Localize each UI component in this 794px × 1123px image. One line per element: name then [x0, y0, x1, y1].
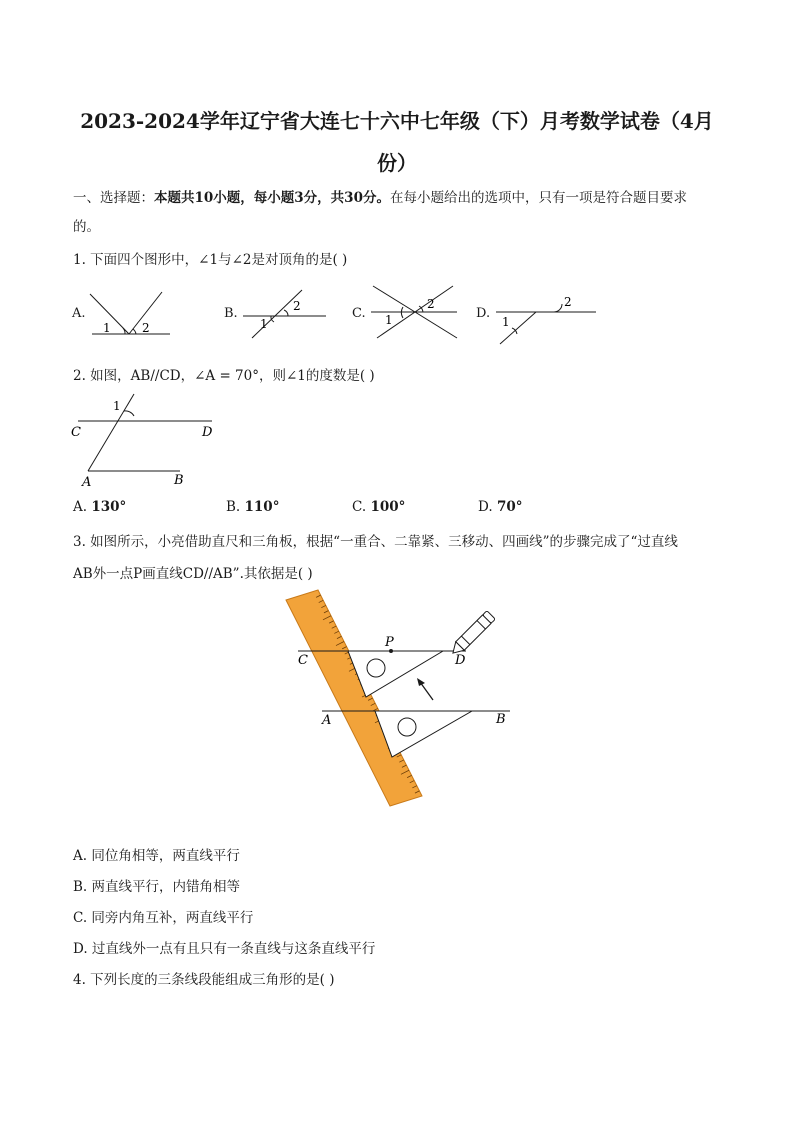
exam-title-line2: 份） — [377, 151, 417, 175]
q2-text: 2. 如图，AB//CD，∠A = 70°，则∠1的度数是( ) — [73, 368, 375, 384]
q2-option-c — [352, 499, 405, 515]
section-rest: 在每小题给出的选项中，只有一项是符合题目要求 — [389, 190, 687, 206]
q2-label-a: A — [82, 475, 92, 490]
q3-text-line1: 3. 如图所示，小亮借助直尺和三角板，根据“一重合、二靠紧、三移动、四画线”的步骤完成了“过直线 — [73, 534, 678, 550]
q1-option-d-label: D. — [476, 306, 491, 321]
q3-text-line2: AB外一点P画直线CD//AB”.其依据是( ) — [73, 566, 313, 582]
q2-option-a-letter: A. — [73, 499, 88, 515]
pencil-icon — [449, 611, 496, 658]
q1d-arc-2 — [554, 304, 562, 312]
q1c-angle-2: 2 — [427, 297, 435, 311]
section-header-line2: 的。 — [73, 219, 100, 235]
q3-label-c: C — [298, 653, 308, 668]
q3-option-c: C. 同旁内角互补，两直线平行 — [73, 910, 254, 926]
q1-option-b-label: B. — [224, 306, 238, 321]
q2-option-b — [226, 499, 279, 515]
q1b-angle-2: 2 — [293, 299, 301, 313]
q4-text: 4. 下列长度的三条线段能组成三角形的是( ) — [73, 972, 335, 988]
q1d-angle-1: 1 — [502, 315, 510, 329]
q2-transversal — [88, 394, 134, 471]
q2-label-d: D — [202, 425, 213, 440]
q3-arrow-head — [417, 678, 425, 686]
q1-option-c-label: C. — [352, 306, 366, 321]
q3-label-p: P — [385, 635, 394, 650]
q2-option-c-letter: C. — [352, 499, 367, 515]
q3-figure — [280, 584, 520, 814]
q2-option-d — [478, 499, 522, 515]
section-prefix: 一、选择题： — [73, 190, 154, 206]
q2-option-c-value: 100° — [370, 499, 406, 515]
section-bold-text: 本题共10小题，每小题3分，共30分。 — [154, 190, 390, 206]
q2-figure — [66, 388, 226, 492]
q2-label-1: 1 — [113, 399, 121, 413]
q2-option-d-letter: D. — [478, 499, 493, 515]
q1-figure-b — [238, 288, 330, 340]
q2-label-b: B — [174, 473, 184, 488]
q3-label-d: D — [455, 653, 466, 668]
ruler — [286, 590, 422, 806]
q2-option-b-letter: B. — [226, 499, 241, 515]
q1b-angle-1: 1 — [260, 317, 268, 331]
q1-figure-d — [492, 288, 600, 346]
q2-angle-arc — [124, 411, 134, 416]
q1d-angle-2: 2 — [564, 295, 572, 309]
q3-label-b: B — [496, 712, 506, 727]
q1-figure-c — [365, 282, 463, 342]
q1-figure-a — [84, 288, 174, 340]
q1c-angle-1: 1 — [385, 313, 393, 327]
q2-option-a — [73, 499, 126, 515]
q1a-arc-2 — [133, 329, 136, 334]
q3-move-arrow — [420, 682, 433, 700]
q2-option-b-value: 110° — [244, 499, 280, 515]
q2-option-d-value: 70° — [496, 499, 523, 515]
q1-text: 1. 下面四个图形中，∠1与∠2是对顶角的是( ) — [73, 252, 348, 268]
q1a-angle-1: 1 — [103, 321, 111, 335]
q2-label-c: C — [71, 425, 81, 440]
q1-option-a-label: A. — [72, 306, 86, 321]
exam-title-line1: 2023-2024学年辽宁省大连七十六中七年级（下）月考数学试卷（4月 — [80, 109, 714, 133]
q3-label-a: A — [322, 713, 332, 728]
q3-option-a: A. 同位角相等，两直线平行 — [73, 848, 240, 864]
section-header — [73, 186, 687, 206]
q3-option-b: B. 两直线平行，内错角相等 — [73, 879, 241, 895]
q3-option-d: D. 过直线外一点有且只有一条直线与这条直线平行 — [73, 941, 376, 957]
q2-option-a-value: 130° — [91, 499, 127, 515]
q1b-arc-2 — [284, 310, 288, 316]
q1a-angle-2: 2 — [142, 321, 150, 335]
q3-triangle-lower — [375, 711, 472, 757]
